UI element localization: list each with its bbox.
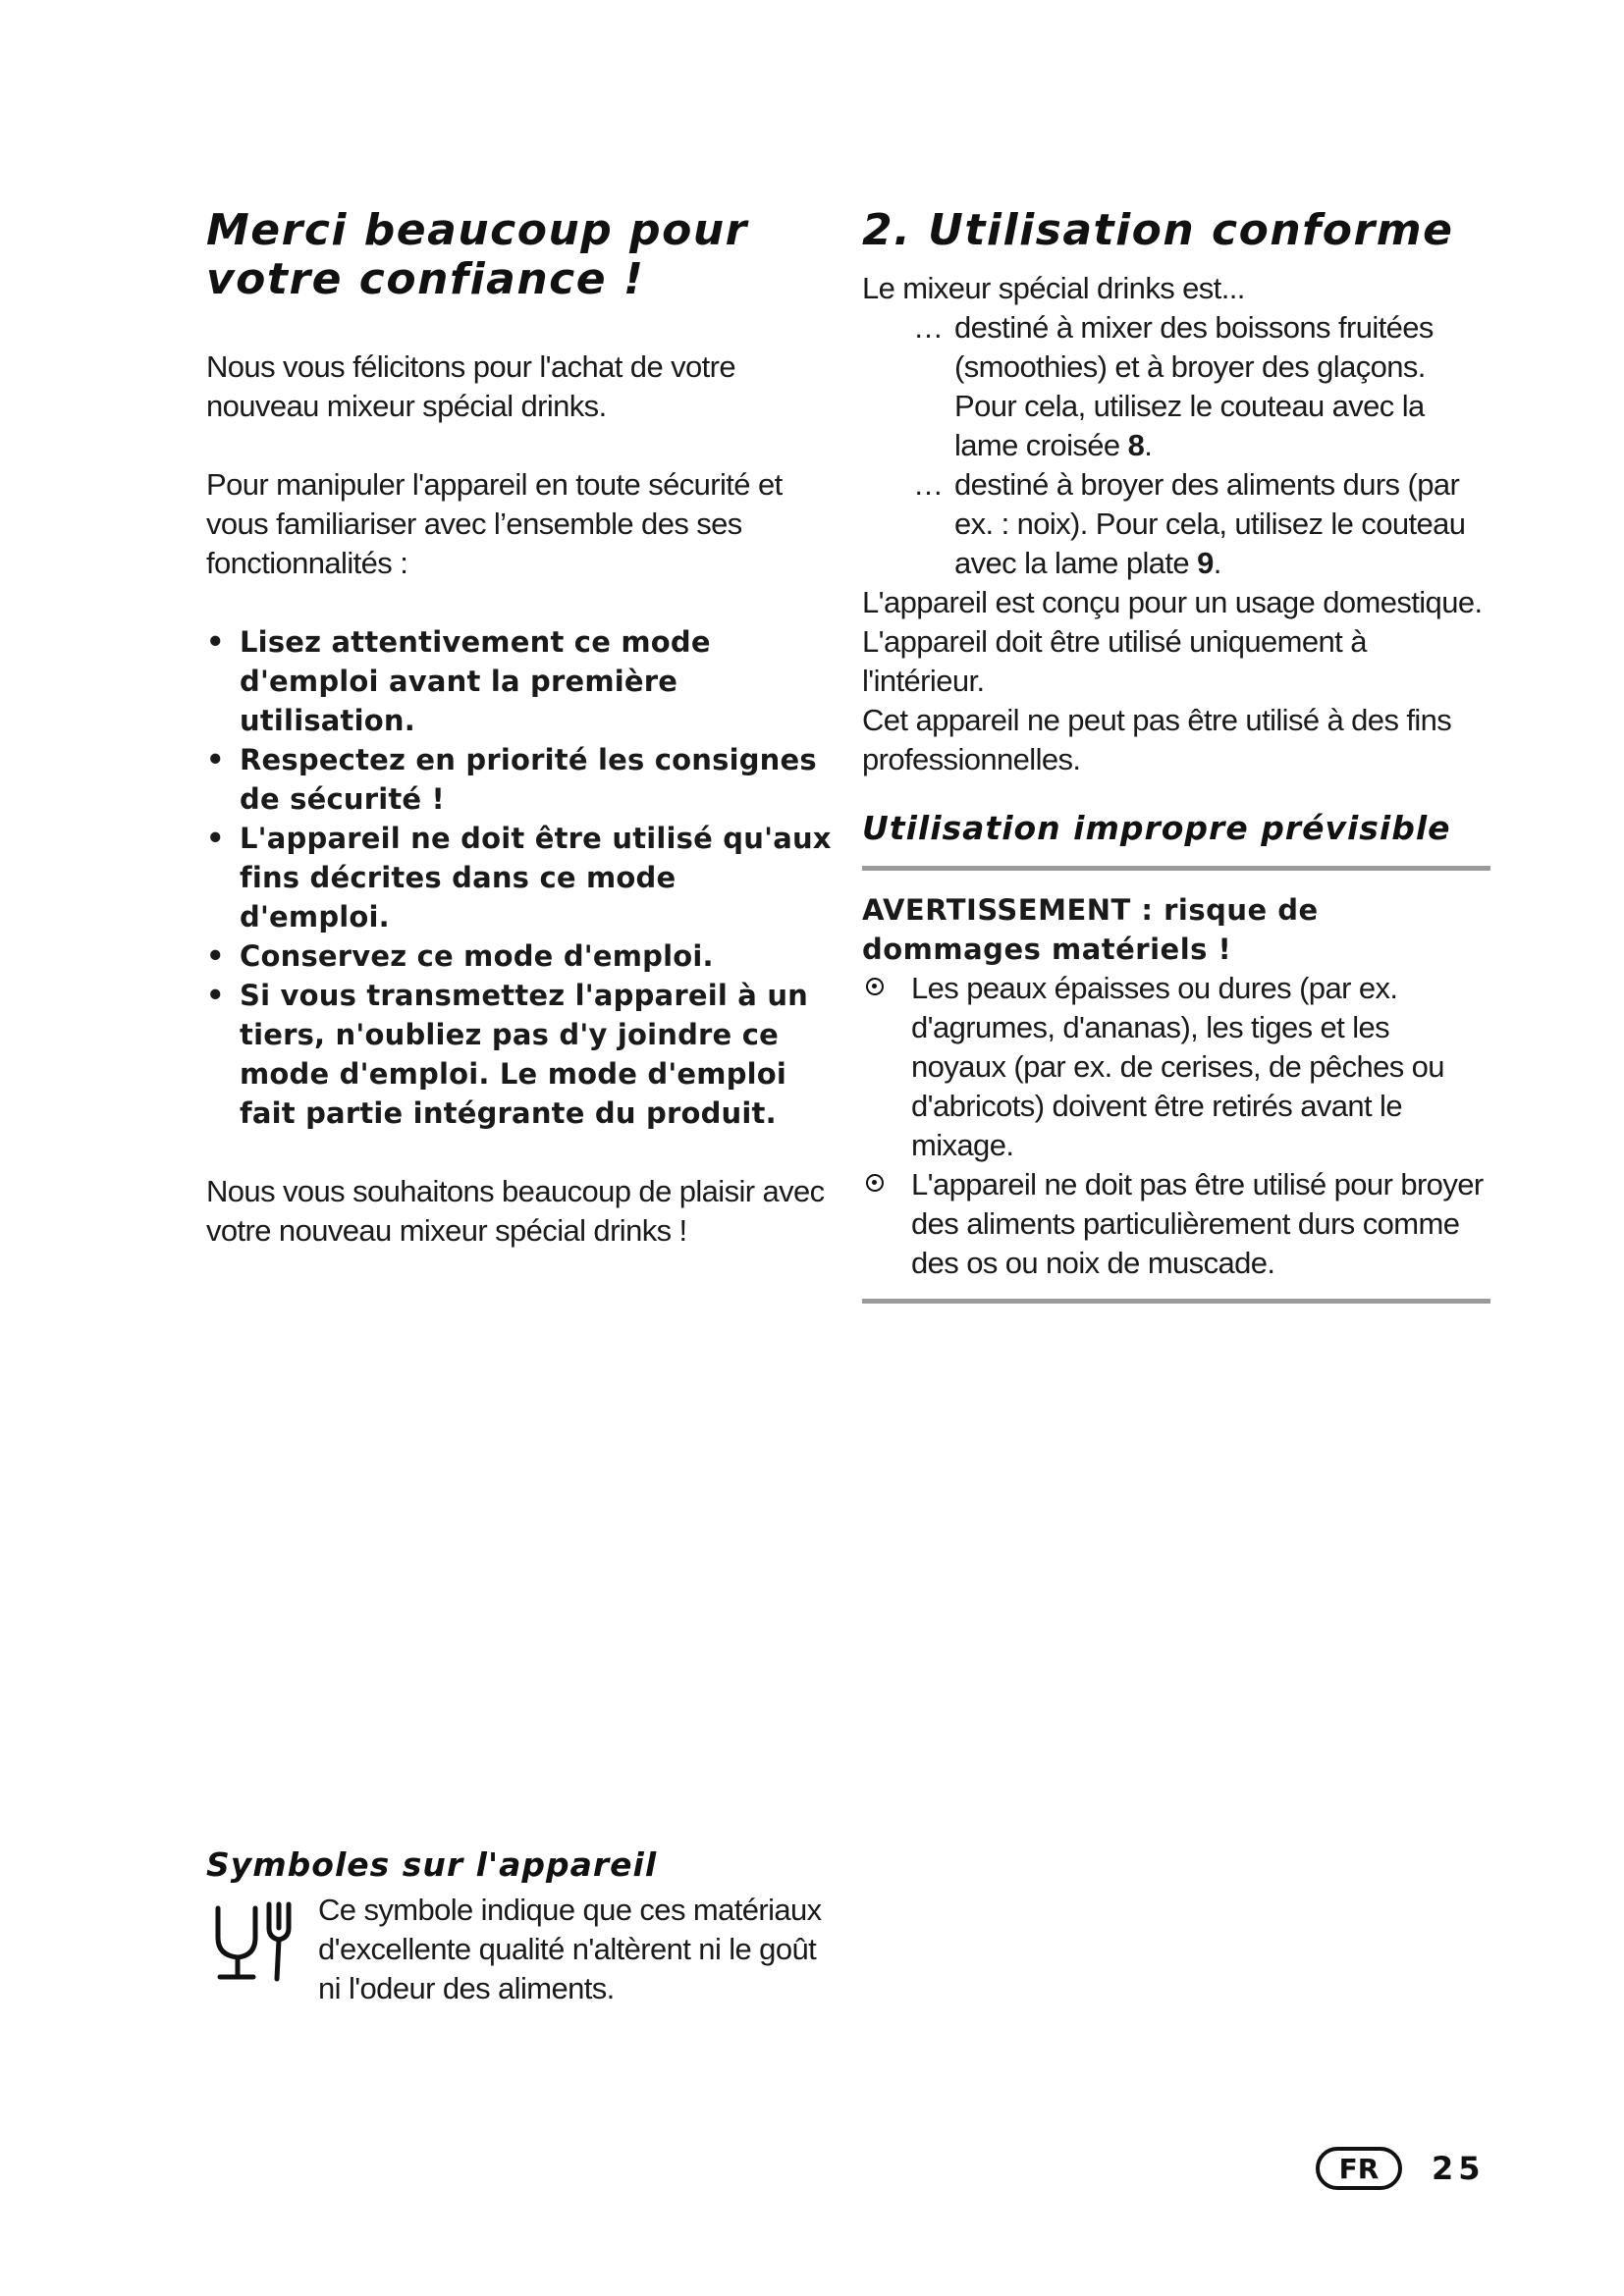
list-item: … destiné à mixer des boissons fruitées (smoothies) et à broyer des glaçons. Pour cela, utilisez le couteau avec la lame croisée 8.: [913, 310, 1434, 462]
intro-paragraph: Nous vous félicitons pour l'achat de votre nouveau mixeur spécial drinks.: [206, 349, 736, 423]
lead-text: Le mixeur spécial drinks est...: [862, 271, 1245, 305]
ellipsis-icon: …: [913, 467, 944, 502]
page-title: [206, 206, 835, 304]
bullet-icon: •: [206, 625, 225, 659]
section-title: 2. Utilisation conforme: [862, 205, 1454, 255]
bullet-icon: •: [206, 743, 225, 776]
list-item: … destiné à broyer des aliments durs (par ex. : noix). Pour cela, utilisez le couteau avec la lame plate 9.: [913, 467, 1466, 580]
list-item: • Lisez attentivement ce mode d'emploi avant la première utilisation.: [206, 622, 835, 740]
language-badge: FR: [1316, 2147, 1402, 2190]
title-line-2: votre confiance !: [206, 254, 645, 304]
list-item: • Conservez ce mode d'emploi.: [206, 936, 835, 976]
list-item: • L'appareil ne doit être utilisé qu'aux fins décrites dans ce mode d'emploi.: [206, 819, 835, 936]
handling-paragraph: Pour manipuler l'appareil en toute sécurité et vous familiariser avec l’ensemble des ses fonctionnalités :: [206, 467, 783, 580]
use-list: [862, 308, 1490, 583]
closing-paragraph: Nous vous souhaitons beaucoup de plaisir avec votre nouveau mixeur spécial drinks !: [206, 1174, 825, 1248]
symbols-heading: Symboles sur l'appareil: [206, 1845, 658, 1884]
part-ref: 8: [1127, 428, 1145, 462]
list-item: • Si vous transmettez l'appareil à un tiers, n'oubliez pas d'y joindre ce mode d'emploi. Le mode d'emploi fait partie intégrante du produit.: [206, 976, 835, 1133]
warning-title: AVERTISSEMENT : risque de dommages matériels !: [862, 893, 1319, 966]
title-line-1: Merci beaucoup pour: [206, 205, 748, 255]
page-footer: [1316, 2144, 1486, 2193]
right-column: [862, 206, 1490, 1304]
symbols-section: [206, 1845, 835, 2008]
warning-list: [862, 969, 1490, 1283]
divider-top: [862, 866, 1490, 871]
bullet-icon: •: [206, 979, 225, 1012]
list-item: L'appareil ne doit pas être utilisé pour broyer des aliments particulièrement durs comme des os ou noix de muscade.: [862, 1165, 1490, 1283]
bullet-icon: •: [206, 939, 225, 973]
list-item: • Respectez en priorité les consignes de sécurité !: [206, 740, 835, 819]
food-safe-glass-fork-icon: [206, 1891, 304, 1989]
domestic-paragraph: L'appareil est conçu pour un usage domestique. L'appareil doit être utilisé uniquement à l'intérieur.: [862, 585, 1483, 698]
professional-paragraph: Cet appareil ne peut pas être utilisé à des fins professionnelles.: [862, 703, 1452, 776]
circle-dot-icon: [866, 978, 884, 995]
ellipsis-icon: …: [913, 310, 944, 345]
page-number: 25: [1432, 2150, 1486, 2187]
divider-bottom: [862, 1299, 1490, 1304]
symbol-row: [206, 1891, 835, 2008]
bullet-icon: •: [206, 822, 225, 855]
symbol-description: Ce symbole indique que ces matériaux d'excellente qualité n'altèrent ni le goût ni l'odeur des aliments.: [318, 1893, 822, 2005]
misuse-heading: Utilisation impropre prévisible: [862, 809, 1451, 847]
list-item: Les peaux épaisses ou dures (par ex. d'agrumes, d'ananas), les tiges et les noyaux (par ex. de cerises, de pêches ou d'abricots) doivent être retirés avant le mixage.: [862, 969, 1490, 1165]
instruction-list: [206, 622, 835, 1133]
left-column: [206, 206, 835, 1251]
circle-dot-icon: [866, 1174, 884, 1192]
part-ref: 9: [1197, 546, 1214, 580]
